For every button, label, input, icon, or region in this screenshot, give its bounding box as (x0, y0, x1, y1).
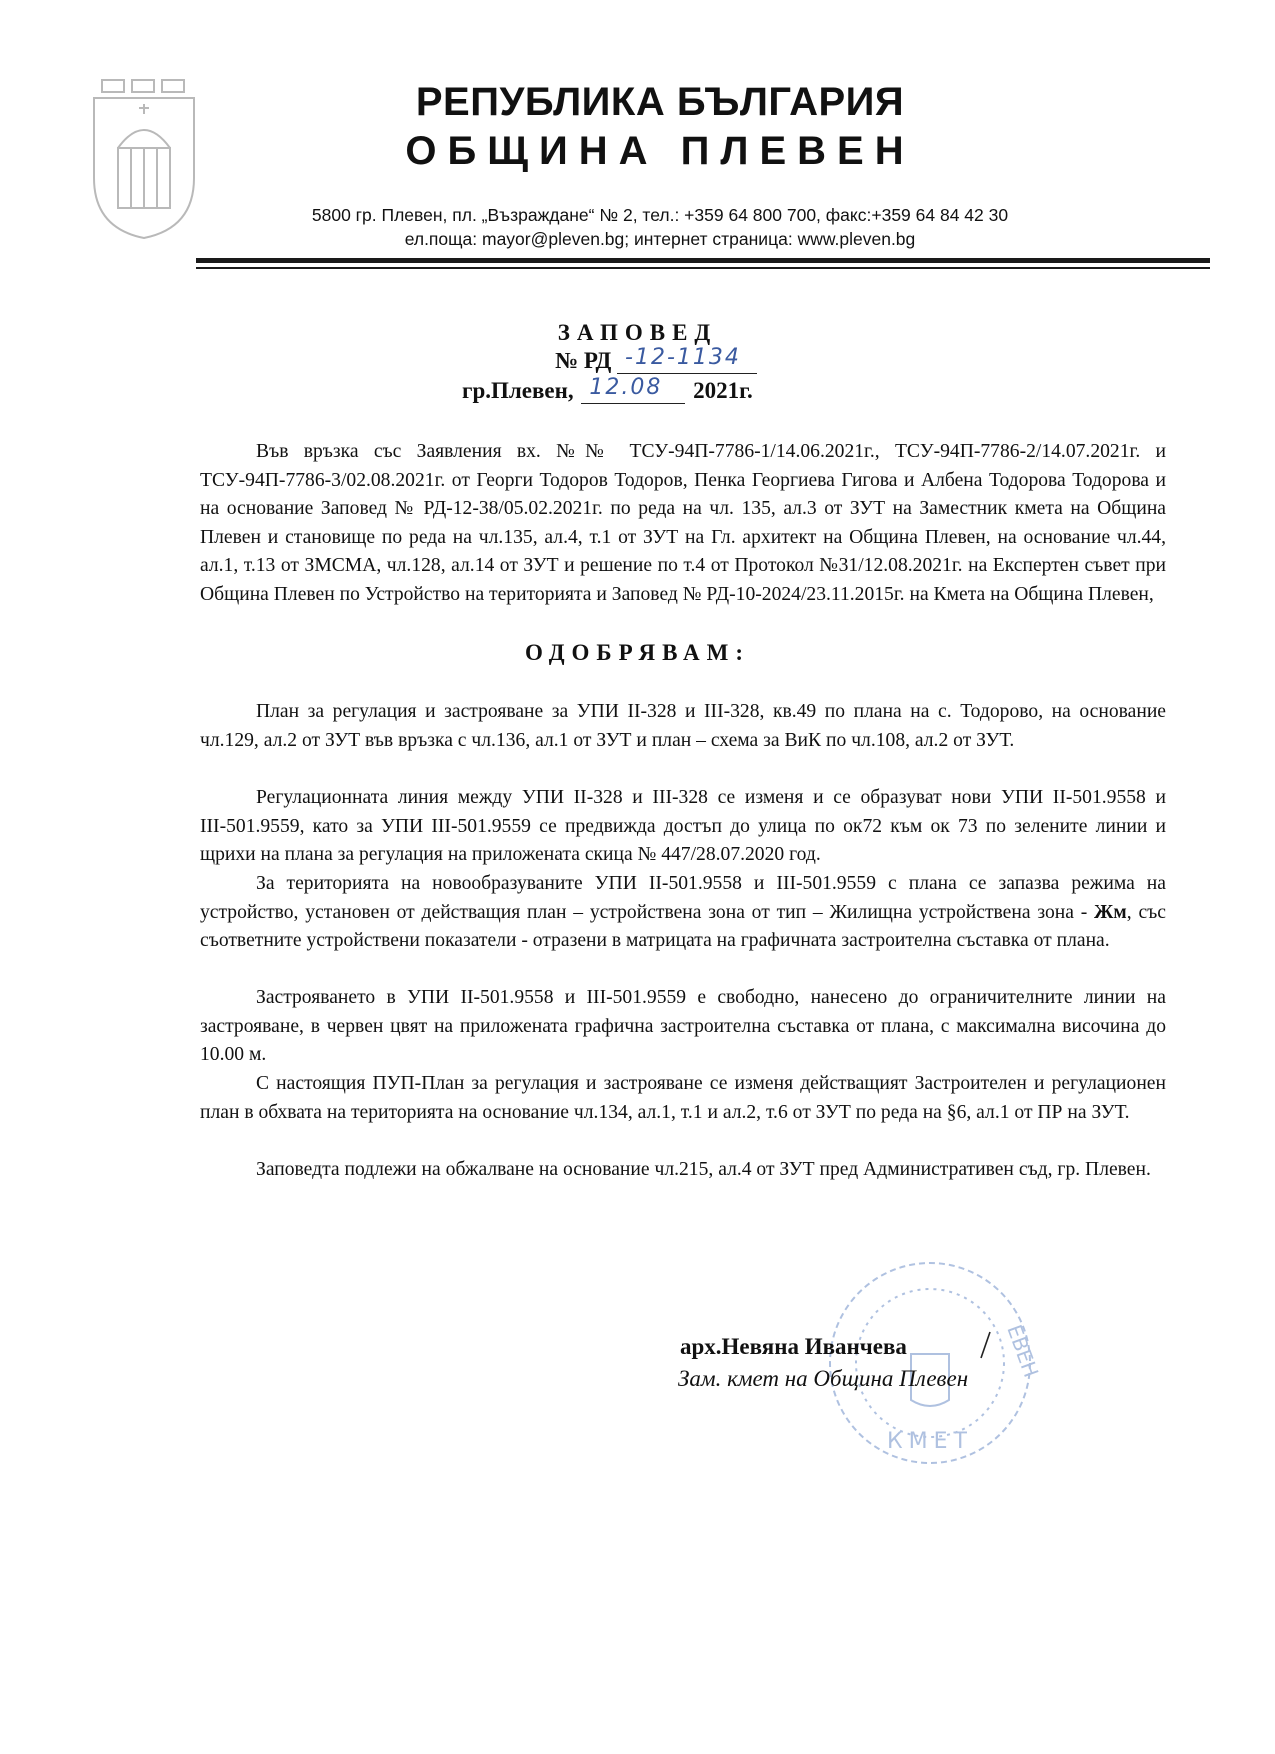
approve-heading: ОДОБРЯВАМ: (524, 640, 751, 665)
paragraph-2: Регулационната линия между УПИ ІІ-328 и ІІІ-328 се изменя и се образуват нови УПИ ІІ-501.9558 и ІІІ-501.9559, като за УПИ ІІІ-501.9559 се предвижда достъп до улица по ок72 към ок 73 по зелените линии и щрихи на плана за регулация на приложената скица № 447/28.07.2020 год. (200, 787, 1166, 865)
order-city: гр.Плевен, (462, 378, 574, 403)
round-stamp-icon (825, 1258, 1044, 1468)
order-date-field (581, 375, 685, 404)
signature-stroke-icon (975, 1330, 995, 1360)
order-number-label: № РД (555, 348, 612, 373)
letterhead-contacts: ел.поща: mayor@pleven.bg; интернет страница: www.pleven.bg (404, 229, 916, 249)
signatory-name: арх.Невяна Иванчева (680, 1334, 907, 1359)
order-number-field (617, 345, 757, 374)
paragraph-1: План за регулация и застрояване за УПИ ІІ-328 и ІІІ-328, кв.49 по плана на с. Тодорово, на основание чл.129, ал.2 от ЗУТ във връзка с чл.136, ал.1 от ЗУТ и план – схема за ВиК по чл.108, ал.2 от ЗУТ. (200, 701, 1166, 751)
order-date-handwritten: 12.08 (589, 375, 663, 400)
zone-code: Жм (1094, 901, 1127, 923)
svg-text:КМЕТ: КМЕТ (887, 1429, 973, 1454)
order-title: ЗАПОВЕД (557, 320, 718, 345)
paragraph-3 (200, 870, 1166, 956)
svg-text:ЕВЕН: ЕВЕН (1002, 1321, 1044, 1381)
paragraph-3-text-b: , със съответните устройствени показатели - отразени в матрицата на графичната застроителна съставка от плана. (200, 901, 1166, 951)
letterhead-address: 5800 гр. Плевен, пл. „Възраждане“ № 2, тел.: +359 64 800 700, факс:+359 64 84 42 30 (311, 205, 1009, 225)
order-place-date-line (462, 375, 753, 404)
letterhead-country: РЕПУБЛИКА БЪЛГАРИЯ (415, 80, 905, 124)
intro-paragraph: Във връзка със Заявления вх. №№ ТСУ-94П-7786-1/14.06.2021г., ТСУ-94П-7786-2/14.07.2021г. и ТСУ-94П-7786-3/02.08.2021г. от Георги Тодоров Тодоров, Пенка Георгиева Гигова и Албена Тодорова Тодорова и на основание Заповед № РД-12-38/05.02.2021г. по реда на чл. 135, ал.3 от ЗУТ на Заместник кмета на Община Плевен и становище по реда на чл.135, ал.4, т.1 от ЗУТ на Гл. архитект на Община Плевен, на основание чл.44, ал.1, т.13 от ЗМСМА, чл.128, ал.14 от ЗУТ и решение по т.4 от Протокол №31/12.08.2021г. на Експертен съвет при Община Плевен по Устройство на територията и Заповед № РД-10-2024/23.11.2015г. на Кмета на Община Плевен, (200, 441, 1166, 605)
order-number-line (555, 345, 757, 374)
signatory-role: Зам. кмет на Община Плевен (678, 1366, 969, 1391)
paragraph-3-text-a: За територията на новообразуваните УПИ ІІ-501.9558 и ІІІ-501.9559 с плана се запазва режима на устройство, установен от действащия план – устройствена зона от тип – Жилищна устройствена зона - (200, 873, 1166, 923)
header-divider-thin (196, 267, 1210, 269)
order-number-handwritten: -12-1134 (625, 345, 741, 370)
paragraph-4: Застрояването в УПИ ІІ-501.9558 и ІІІ-501.9559 е свободно, нанесено до ограничителните линии на застрояване, в червен цвят на приложената графична застроителна съставка от плана, с максимална височина до 10.00 м. (200, 987, 1166, 1065)
paragraph-5: С настоящия ПУП-План за регулация и застрояване се изменя действащият Застроителен и регулационен план в обхвата на територията на основание чл.134, ал.1, т.1 и ал.2, т.6 от ЗУТ по реда на §6, ал.1 от ПР на ЗУТ. (200, 1073, 1166, 1123)
order-year: 2021г. (693, 378, 753, 403)
paragraph-6: Заповедта подлежи на обжалване на основание чл.215, ал.4 от ЗУТ пред Административен съд, гр. Плевен. (256, 1159, 1151, 1180)
letterhead-municipality: ОБЩИНА ПЛЕВЕН (405, 129, 915, 173)
header-divider-thick (196, 258, 1210, 263)
